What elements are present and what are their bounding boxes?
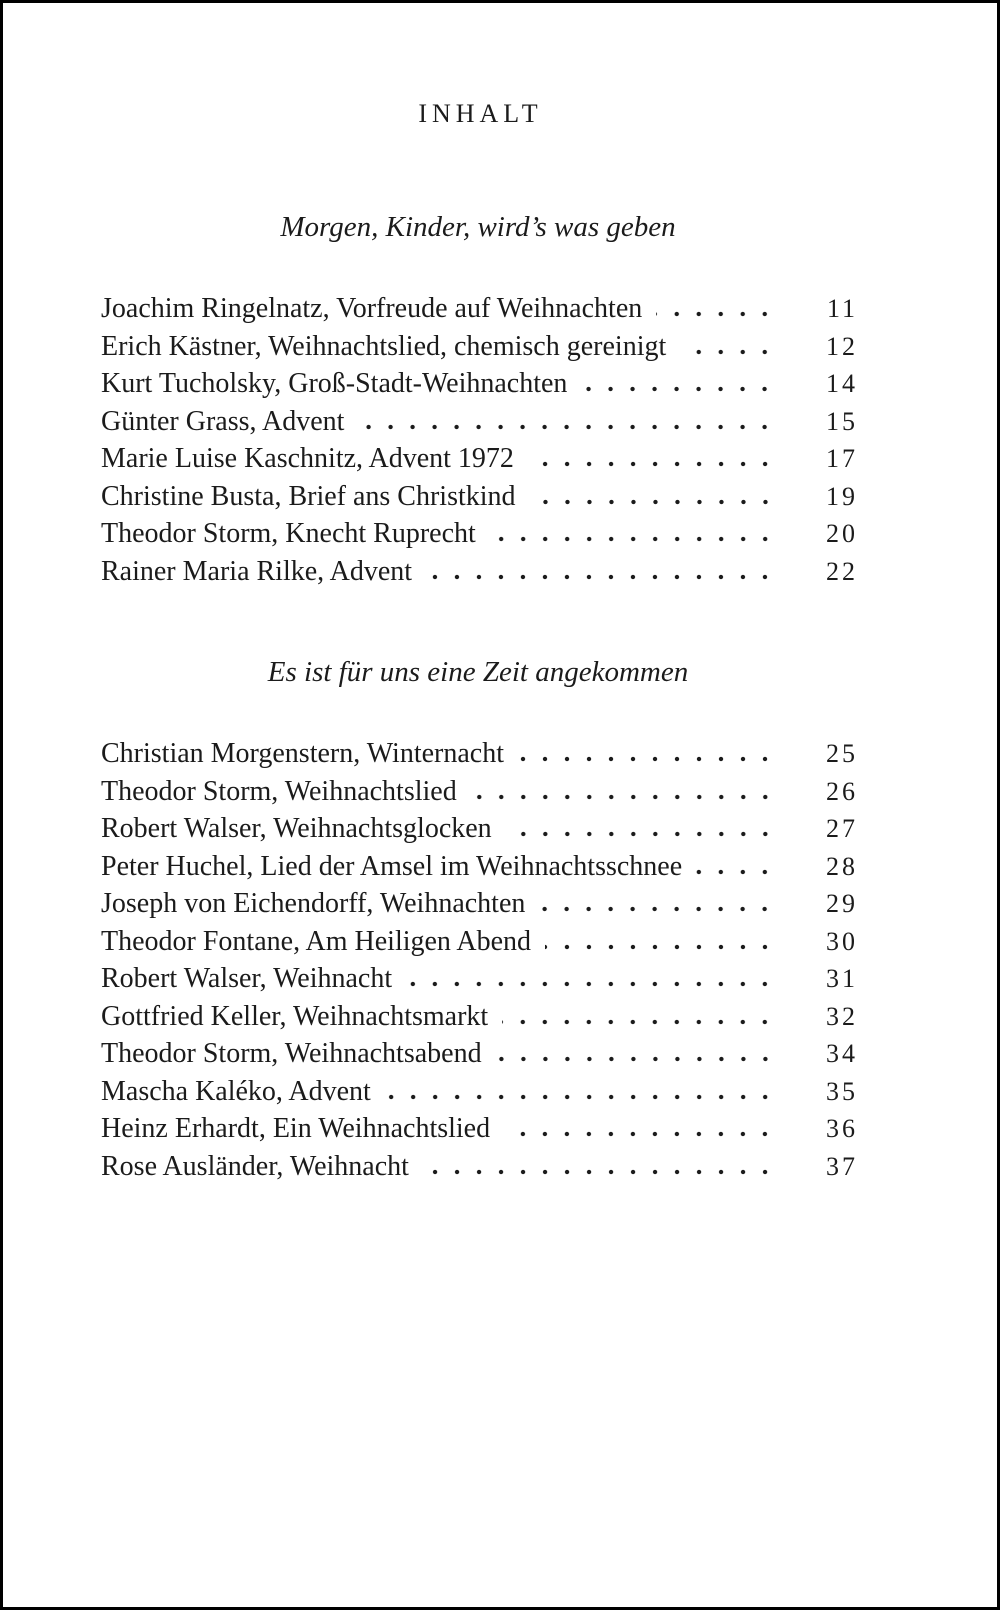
toc-entry — [101, 885, 858, 923]
dot-leader — [423, 1169, 784, 1175]
page-title: INHALT — [418, 99, 543, 128]
toc-entry — [101, 960, 858, 998]
dot-leader — [358, 424, 784, 430]
entry-page-number: 25 — [826, 739, 858, 768]
dot-leader — [490, 536, 784, 542]
entry-page-number: 28 — [826, 851, 858, 881]
toc-section — [101, 211, 858, 590]
entry-title: Erich Kästner, Weihnachtslied, chemisch gereinigt — [101, 330, 667, 362]
entry-page-number: 29 — [826, 889, 858, 918]
dot-leader — [539, 906, 784, 912]
entry-page-number: 31 — [826, 964, 858, 993]
toc-entry — [101, 1035, 858, 1073]
entry-title: Rose Ausländer, Weihnacht — [101, 1150, 409, 1182]
entry-page-number: 15 — [826, 406, 858, 436]
dot-leader — [502, 1019, 784, 1025]
entry-page-number: 17 — [826, 444, 858, 473]
entry-page-number: 37 — [826, 1151, 858, 1181]
dot-leader — [528, 461, 784, 467]
dot-leader — [530, 499, 784, 505]
entry-title: Christine Busta, Brief ans Christkind — [101, 480, 516, 512]
entry-title: Joseph von Eichendorff, Weihnachten — [101, 888, 526, 919]
entry-page-number: 19 — [826, 481, 858, 511]
entry-title: Günter Grass, Advent — [101, 405, 345, 437]
section-heading: Morgen, Kinder, wird’s was geben — [280, 211, 676, 243]
dot-leader — [496, 1056, 784, 1062]
entry-page-number: 22 — [826, 556, 858, 586]
entry-title: Theodor Storm, Weihnachtsabend — [101, 1038, 482, 1069]
dot-leader — [680, 349, 784, 355]
entry-title: Theodor Storm, Knecht Ruprecht — [101, 518, 476, 549]
section-heading: Es ist für uns eine Zeit angekommen — [267, 656, 689, 688]
entry-title: Marie Luise Kaschnitz, Advent 1972 — [101, 443, 514, 474]
dot-leader — [506, 831, 784, 837]
dot-leader — [385, 1094, 784, 1100]
entry-page-number: 36 — [826, 1114, 858, 1143]
toc-entry — [101, 735, 858, 773]
entry-page-number: 34 — [826, 1039, 858, 1068]
toc-entry — [101, 773, 858, 811]
entry-page-number: 14 — [826, 369, 858, 398]
toc-entry — [101, 1148, 858, 1186]
entry-title: Theodor Fontane, Am Heiligen Abend — [101, 925, 532, 957]
toc-entry — [101, 478, 858, 516]
dot-leader — [406, 981, 784, 987]
toc-section — [101, 656, 858, 1185]
entry-title: Gottfried Keller, Weihnachtsmarkt — [101, 1000, 489, 1032]
entry-page-number: 35 — [826, 1076, 858, 1106]
toc-entry — [101, 553, 858, 591]
toc-entry — [101, 1110, 858, 1148]
toc-entry — [101, 1073, 858, 1111]
dot-leader — [504, 1131, 784, 1137]
toc-entry — [101, 923, 858, 961]
entry-title: Theodor Storm, Weihnachtslied — [101, 775, 457, 807]
entry-title: Heinz Erhardt, Ein Weihnachtslied — [101, 1113, 491, 1144]
dot-leader — [426, 574, 784, 580]
toc-entry — [101, 848, 858, 886]
toc-entry — [101, 365, 858, 403]
entry-page-number: 30 — [826, 926, 858, 956]
entry-page-number: 20 — [826, 519, 858, 548]
entry-title: Robert Walser, Weihnachtsglocken — [101, 813, 492, 844]
toc-entry — [101, 810, 858, 848]
toc — [101, 211, 858, 1185]
entry-page-number: 12 — [826, 331, 858, 361]
entry-title: Christian Morgenstern, Winternacht — [101, 738, 504, 769]
entry-title: Robert Walser, Weihnacht — [101, 963, 393, 994]
section-entries — [101, 735, 858, 1185]
entry-title: Kurt Tucholsky, Groß-Stadt-Weihnachten — [101, 368, 568, 399]
toc-entry — [101, 440, 858, 478]
toc-entry — [101, 515, 858, 553]
entry-page-number: 32 — [826, 1001, 858, 1031]
entry-page-number: 27 — [826, 814, 858, 843]
section-entries — [101, 290, 858, 590]
toc-entry — [101, 290, 858, 328]
dot-leader — [696, 869, 784, 875]
entry-title: Joachim Ringelnatz, Vorfreude auf Weihnachten — [101, 293, 643, 324]
dot-leader — [581, 386, 784, 392]
entry-title: Mascha Kaléko, Advent — [101, 1075, 371, 1107]
dot-leader — [518, 756, 784, 762]
dot-leader — [471, 794, 784, 800]
entry-page-number: 26 — [826, 776, 858, 806]
entry-title: Peter Huchel, Lied der Amsel im Weihnachtsschnee — [101, 850, 683, 882]
toc-entry — [101, 998, 858, 1036]
entry-page-number: 11 — [826, 294, 858, 323]
toc-entry — [101, 403, 858, 441]
dot-leader — [545, 944, 784, 950]
dot-leader — [656, 311, 784, 317]
toc-entry — [101, 328, 858, 366]
entry-title: Rainer Maria Rilke, Advent — [101, 555, 413, 587]
